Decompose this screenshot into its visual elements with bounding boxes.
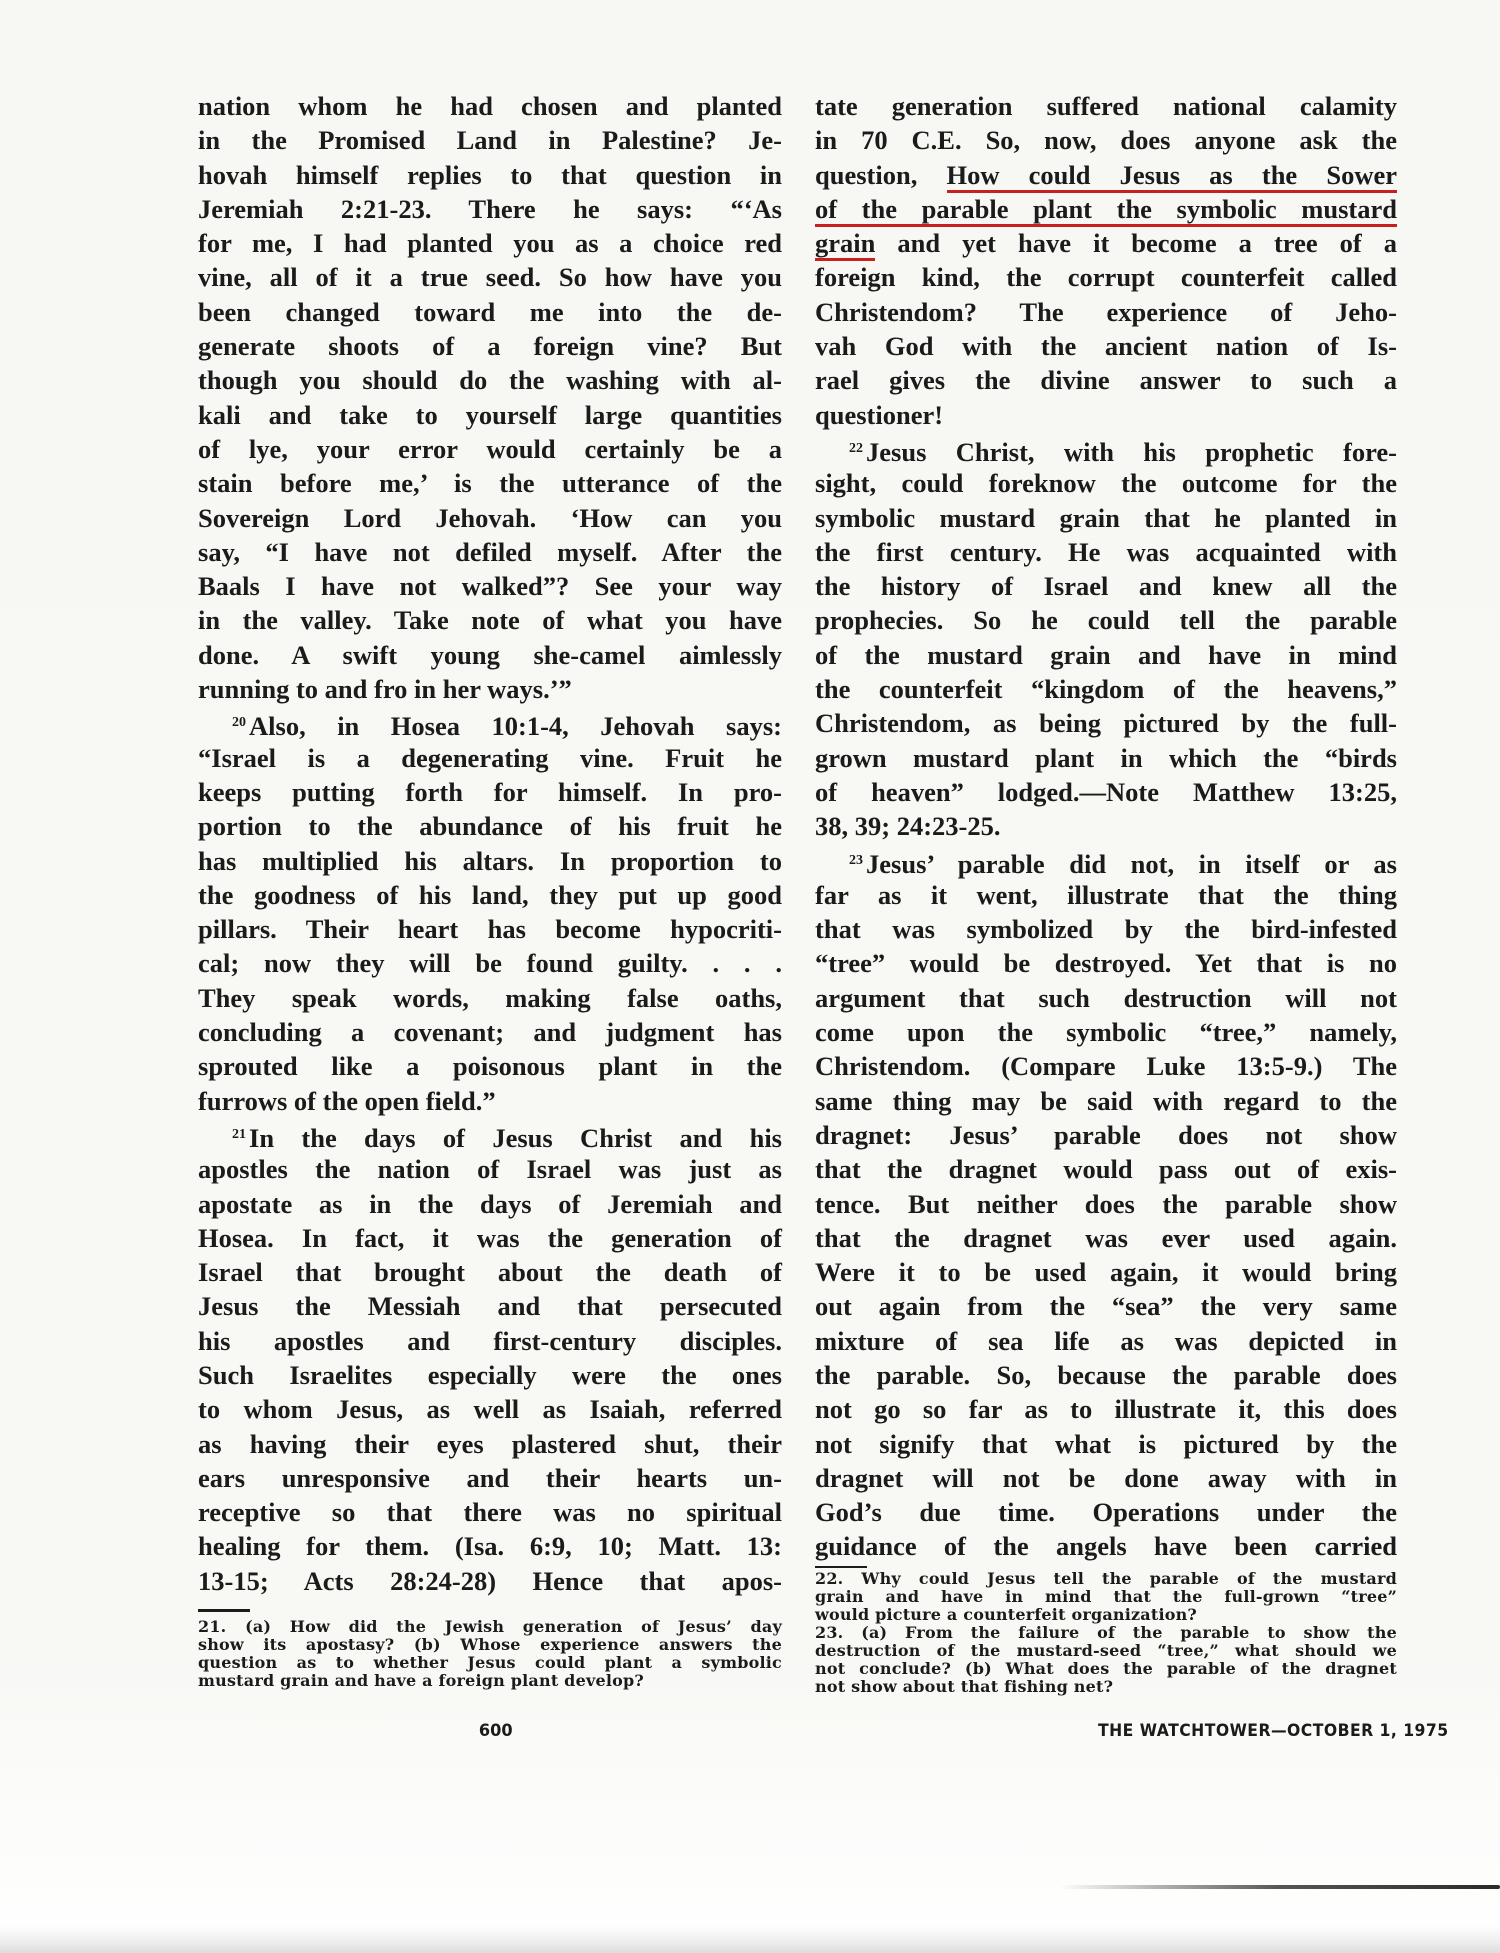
text-line bbox=[815, 501, 1397, 535]
text-line bbox=[198, 809, 782, 843]
text-fragment: the first century. He was acquainted with bbox=[815, 536, 1397, 567]
text-line bbox=[815, 1118, 1397, 1152]
text-fragment: though you should do the washing with al- bbox=[198, 365, 782, 396]
text-line bbox=[198, 1221, 782, 1255]
text-line bbox=[815, 1221, 1397, 1255]
text-line bbox=[198, 1392, 782, 1426]
text-line bbox=[198, 1289, 782, 1323]
text-fragment: sight, could foreknow the outcome for the bbox=[815, 468, 1397, 499]
text-fragment: of the mustard grain and have in mind bbox=[815, 639, 1397, 670]
text-line bbox=[815, 1461, 1397, 1495]
text-line bbox=[815, 226, 1397, 260]
question-line: not conclude? (b) What does the parable of the dragnet bbox=[815, 1658, 1397, 1678]
text-line bbox=[815, 672, 1397, 706]
text-fragment: vah God with the ancient nation of Is- bbox=[815, 331, 1397, 362]
text-line bbox=[815, 1358, 1397, 1392]
text-fragment: ears unresponsive and their hearts un- bbox=[198, 1462, 782, 1493]
question-line: question as to whether Jesus could plant a symbolic bbox=[198, 1653, 782, 1673]
text-line bbox=[198, 1084, 782, 1118]
text-line bbox=[815, 398, 1397, 432]
text-fragment: Sovereign Lord Jehovah. ‘How can you bbox=[198, 502, 782, 533]
text-fragment: the goodness of his land, they put up good bbox=[198, 879, 782, 910]
paragraph-22 bbox=[815, 432, 1397, 844]
text-line bbox=[198, 672, 782, 706]
text-line bbox=[815, 329, 1397, 363]
text-fragment: apostate as in the days of Jeremiah and bbox=[198, 1188, 782, 1219]
text-fragment: dragnet will not be done away with in bbox=[815, 1462, 1397, 1493]
text-line bbox=[198, 89, 782, 123]
paragraph-number: 23 bbox=[849, 852, 863, 868]
text-fragment: “tree” would be destroyed. Yet that is no bbox=[815, 948, 1397, 979]
text-line bbox=[815, 1495, 1397, 1529]
text-fragment: pillars. Their heart has become hypocriti- bbox=[198, 914, 782, 945]
text-line bbox=[815, 844, 1397, 878]
text-fragment: Jesus’ parable did not, in itself or as bbox=[866, 848, 1397, 879]
text-line bbox=[815, 775, 1397, 809]
text-line bbox=[815, 1392, 1397, 1426]
text-line bbox=[815, 878, 1397, 912]
text-line bbox=[198, 329, 782, 363]
text-fragment: out again from the “sea” the very same bbox=[815, 1291, 1397, 1322]
text-line bbox=[198, 1255, 782, 1289]
text-fragment: come upon the symbolic “tree,” namely, bbox=[815, 1017, 1397, 1048]
text-fragment: Were it to be used again, it would bring bbox=[815, 1257, 1397, 1288]
left-column bbox=[198, 89, 782, 1690]
text-line bbox=[815, 466, 1397, 500]
text-line bbox=[198, 295, 782, 329]
page-number: 600 bbox=[478, 1721, 513, 1741]
right-column bbox=[815, 89, 1397, 1696]
text-fragment: not signify that what is pictured by the bbox=[815, 1428, 1397, 1459]
text-fragment: nation whom he had chosen and planted bbox=[198, 91, 782, 121]
text-fragment: far as it went, illustrate that the thing bbox=[815, 879, 1397, 910]
text-fragment: symbolic mustard grain that he planted in bbox=[815, 502, 1397, 533]
text-line bbox=[198, 706, 782, 740]
text-line bbox=[198, 981, 782, 1015]
text-fragment: sprouted like a poisonous plant in the bbox=[198, 1051, 782, 1082]
text-fragment: dragnet: Jesus’ parable does not show bbox=[815, 1119, 1397, 1150]
text-fragment: his apostles and first-century disciples. bbox=[198, 1325, 782, 1356]
text-line bbox=[815, 809, 1397, 843]
paragraph-number: 22 bbox=[849, 440, 863, 456]
question-line: 22. Why could Jesus tell the parable of the mustard bbox=[815, 1568, 1397, 1588]
study-questions-21 bbox=[198, 1618, 782, 1690]
text-fragment: Also, in Hosea 10:1-4, Jehovah says: bbox=[249, 711, 782, 742]
text-fragment: portion to the abundance of his fruit he bbox=[198, 811, 782, 842]
text-line bbox=[198, 1461, 782, 1495]
text-fragment: of lye, your error would certainly be a bbox=[198, 433, 782, 464]
text-fragment: in the valley. Take note of what you have bbox=[198, 605, 782, 636]
text-line bbox=[815, 706, 1397, 740]
question-line: not show about that fishing net? bbox=[815, 1676, 1114, 1696]
text-fragment: the history of Israel and knew all the bbox=[815, 571, 1397, 602]
text-line bbox=[198, 603, 782, 637]
text-line bbox=[815, 192, 1397, 226]
text-line bbox=[198, 501, 782, 535]
text-line bbox=[815, 432, 1397, 466]
paragraph-23 bbox=[815, 844, 1397, 1564]
text-fragment: generate shoots of a foreign vine? But bbox=[198, 331, 782, 362]
text-fragment: that the dragnet would pass out of exis- bbox=[815, 1154, 1397, 1185]
text-line bbox=[815, 1187, 1397, 1221]
text-line bbox=[815, 1049, 1397, 1083]
question-line: 21. (a) How did the Jewish generation of Jesus’ day bbox=[198, 1617, 782, 1637]
text-line bbox=[815, 1152, 1397, 1186]
text-fragment: healing for them. (Isa. 6:9, 10; Matt. 13: bbox=[198, 1531, 782, 1562]
question-line: grain and have in mind that the full-grown “tree” bbox=[815, 1586, 1397, 1606]
text-fragment: that was symbolized by the bird-infested bbox=[815, 914, 1397, 945]
text-fragment: Jeremiah 2:21-23. There he says: “‘As bbox=[198, 193, 782, 224]
footnote-divider bbox=[815, 1566, 867, 1568]
text-line bbox=[198, 1324, 782, 1358]
red-underline-highlight: grain bbox=[815, 228, 875, 261]
text-fragment: cal; now they will be found guilty. . . . bbox=[198, 948, 782, 979]
text-line bbox=[198, 741, 782, 775]
text-fragment: Christendom. (Compare Luke 13:5-9.) The bbox=[815, 1051, 1397, 1082]
text-line bbox=[198, 398, 782, 432]
text-fragment: Hosea. In fact, it was the generation of bbox=[198, 1222, 782, 1253]
paragraph-19-continuation bbox=[198, 89, 782, 706]
question-line: would picture a counterfeit organization? bbox=[815, 1604, 1198, 1624]
text-line bbox=[198, 1564, 782, 1598]
text-line bbox=[198, 1118, 782, 1152]
text-line bbox=[815, 363, 1397, 397]
text-line bbox=[198, 844, 782, 878]
text-line bbox=[198, 363, 782, 397]
text-fragment: God’s due time. Operations under the bbox=[815, 1497, 1397, 1528]
red-underline-highlight: How could Jesus as the Sower bbox=[947, 160, 1398, 193]
scan-shadow-edge bbox=[1060, 1885, 1500, 1889]
text-line bbox=[198, 535, 782, 569]
text-fragment: 13-15; Acts 28:24-28) Hence that apos- bbox=[198, 1565, 782, 1596]
text-fragment: argument that such destruction will not bbox=[815, 982, 1397, 1013]
text-line bbox=[198, 158, 782, 192]
text-fragment: Baals I have not walked”? See your way bbox=[198, 571, 782, 602]
text-line bbox=[198, 569, 782, 603]
text-fragment: of heaven” lodged.—Note Matthew 13:25, bbox=[815, 776, 1397, 807]
text-line bbox=[198, 1529, 782, 1563]
text-fragment: say, “I have not defiled myself. After the bbox=[198, 536, 782, 567]
text-fragment: been changed toward me into the de- bbox=[198, 296, 782, 327]
paragraph-21-continuation bbox=[815, 89, 1397, 432]
question-line: 23. (a) From the failure of the parable to show the bbox=[815, 1622, 1397, 1642]
text-line bbox=[815, 946, 1397, 980]
text-fragment: guidance of the angels have been carried bbox=[815, 1531, 1397, 1562]
paragraph-number: 20 bbox=[232, 715, 246, 731]
text-fragment: keeps putting forth for himself. In pro- bbox=[198, 776, 782, 807]
text-line bbox=[198, 1049, 782, 1083]
text-line bbox=[198, 775, 782, 809]
text-line bbox=[815, 158, 1397, 192]
study-questions-22-23 bbox=[815, 1570, 1397, 1696]
text-fragment: receptive so that there was no spiritual bbox=[198, 1497, 782, 1528]
text-line bbox=[198, 638, 782, 672]
text-fragment: stain before me,’ is the utterance of the bbox=[198, 468, 782, 499]
text-fragment: Christendom? The experience of Jeho- bbox=[815, 296, 1397, 327]
scan-bottom-edge bbox=[0, 1925, 1500, 1953]
footnote-divider bbox=[198, 1609, 250, 1612]
text-line bbox=[815, 638, 1397, 672]
text-line bbox=[815, 295, 1397, 329]
text-fragment: vine, all of it a true seed. So how have you bbox=[198, 262, 782, 293]
text-line: in 70 C.E. So, now, does anyone ask the bbox=[815, 125, 1397, 156]
text-fragment: Such Israelites especially were the ones bbox=[198, 1359, 782, 1390]
text-line bbox=[815, 603, 1397, 637]
paragraph-number: 21 bbox=[232, 1126, 246, 1142]
text-line bbox=[815, 981, 1397, 1015]
text-fragment: as having their eyes plastered shut, their bbox=[198, 1428, 782, 1459]
text-line bbox=[198, 1152, 782, 1186]
text-fragment: running to and fro in her ways.’” bbox=[198, 674, 572, 705]
text-fragment: rael gives the divine answer to such a bbox=[815, 365, 1397, 396]
text-line bbox=[198, 912, 782, 946]
text-fragment: question, bbox=[815, 159, 947, 190]
question-line: destruction of the mustard-seed “tree,” what should we bbox=[815, 1640, 1397, 1660]
text-fragment: that the dragnet was ever used again. bbox=[815, 1222, 1397, 1253]
text-fragment: questioner! bbox=[815, 399, 944, 430]
text-line bbox=[815, 1324, 1397, 1358]
text-fragment: mixture of sea life as was depicted in bbox=[815, 1325, 1397, 1356]
text-fragment: Jesus Christ, with his prophetic fore- bbox=[866, 436, 1397, 467]
text-fragment: for me, I had planted you as a choice red bbox=[198, 228, 782, 259]
text-line bbox=[198, 1427, 782, 1461]
text-fragment: foreign kind, the corrupt counterfeit called bbox=[815, 262, 1397, 293]
question-line: mustard grain and have a foreign plant develop? bbox=[198, 1671, 644, 1691]
text-fragment: Jesus the Messiah and that persecuted bbox=[198, 1291, 782, 1322]
text-line bbox=[198, 1187, 782, 1221]
text-line bbox=[198, 192, 782, 226]
text-fragment: done. A swift young she-camel aimlessly bbox=[198, 639, 782, 670]
text-line bbox=[815, 1427, 1397, 1461]
text-line bbox=[815, 1529, 1397, 1563]
text-line bbox=[815, 535, 1397, 569]
text-line bbox=[815, 1015, 1397, 1049]
text-fragment: 38, 39; 24:23-25. bbox=[815, 811, 1001, 842]
text-fragment: They speak words, making false oaths, bbox=[198, 982, 782, 1013]
paragraph-21 bbox=[198, 1118, 782, 1598]
text-line bbox=[198, 946, 782, 980]
text-fragment: Christendom, as being pictured by the full- bbox=[815, 708, 1397, 739]
text-line bbox=[198, 226, 782, 260]
text-line bbox=[198, 1358, 782, 1392]
text-line bbox=[198, 123, 782, 157]
text-fragment: has multiplied his altars. In proportion to bbox=[198, 845, 782, 876]
text-line bbox=[815, 260, 1397, 294]
text-fragment: same thing may be said with regard to the bbox=[815, 1085, 1397, 1116]
text-line: tate generation suffered national calamity bbox=[815, 91, 1397, 121]
text-line bbox=[815, 1289, 1397, 1323]
text-fragment: and yet have it become a tree of a bbox=[875, 228, 1397, 259]
text-line bbox=[815, 912, 1397, 946]
text-fragment: Israel that brought about the death of bbox=[198, 1257, 782, 1288]
text-line bbox=[815, 741, 1397, 775]
text-line bbox=[815, 1255, 1397, 1289]
paragraph-20 bbox=[198, 706, 782, 1118]
text-fragment: to whom Jesus, as well as Isaiah, referred bbox=[198, 1394, 782, 1425]
text-fragment: tence. But neither does the parable show bbox=[815, 1188, 1397, 1219]
text-line bbox=[815, 569, 1397, 603]
text-fragment: apostles the nation of Israel was just as bbox=[198, 1154, 782, 1185]
text-line bbox=[198, 432, 782, 466]
text-line bbox=[198, 878, 782, 912]
running-footer: THE WATCHTOWER—OCTOBER 1, 1975 bbox=[1098, 1721, 1449, 1741]
text-fragment: not go so far as to illustrate it, this does bbox=[815, 1394, 1397, 1425]
text-line bbox=[815, 1084, 1397, 1118]
text-fragment: “Israel is a degenerating vine. Fruit he bbox=[198, 742, 782, 773]
text-fragment: prophecies. So he could tell the parable bbox=[815, 605, 1397, 636]
text-fragment: grown mustard plant in which the “birds bbox=[815, 742, 1397, 773]
text-fragment: the parable. So, because the parable does bbox=[815, 1359, 1397, 1390]
text-fragment: concluding a covenant; and judgment has bbox=[198, 1017, 782, 1048]
text-fragment: In the days of Jesus Christ and his bbox=[249, 1122, 782, 1153]
text-fragment: furrows of the open field.” bbox=[198, 1085, 496, 1116]
text-line bbox=[198, 1015, 782, 1049]
text-line bbox=[198, 1495, 782, 1529]
text-fragment: the counterfeit “kingdom of the heavens,” bbox=[815, 674, 1397, 705]
text-fragment: kali and take to yourself large quantities bbox=[198, 399, 782, 430]
red-underline-highlight: of the parable plant the symbolic mustard bbox=[815, 194, 1397, 227]
text-line bbox=[198, 466, 782, 500]
text-fragment: hovah himself replies to that question in bbox=[198, 159, 782, 190]
question-line: show its apostasy? (b) Whose experience answers the bbox=[198, 1635, 782, 1655]
text-fragment: in the Promised Land in Palestine? Je- bbox=[198, 125, 782, 156]
text-line bbox=[198, 260, 782, 294]
